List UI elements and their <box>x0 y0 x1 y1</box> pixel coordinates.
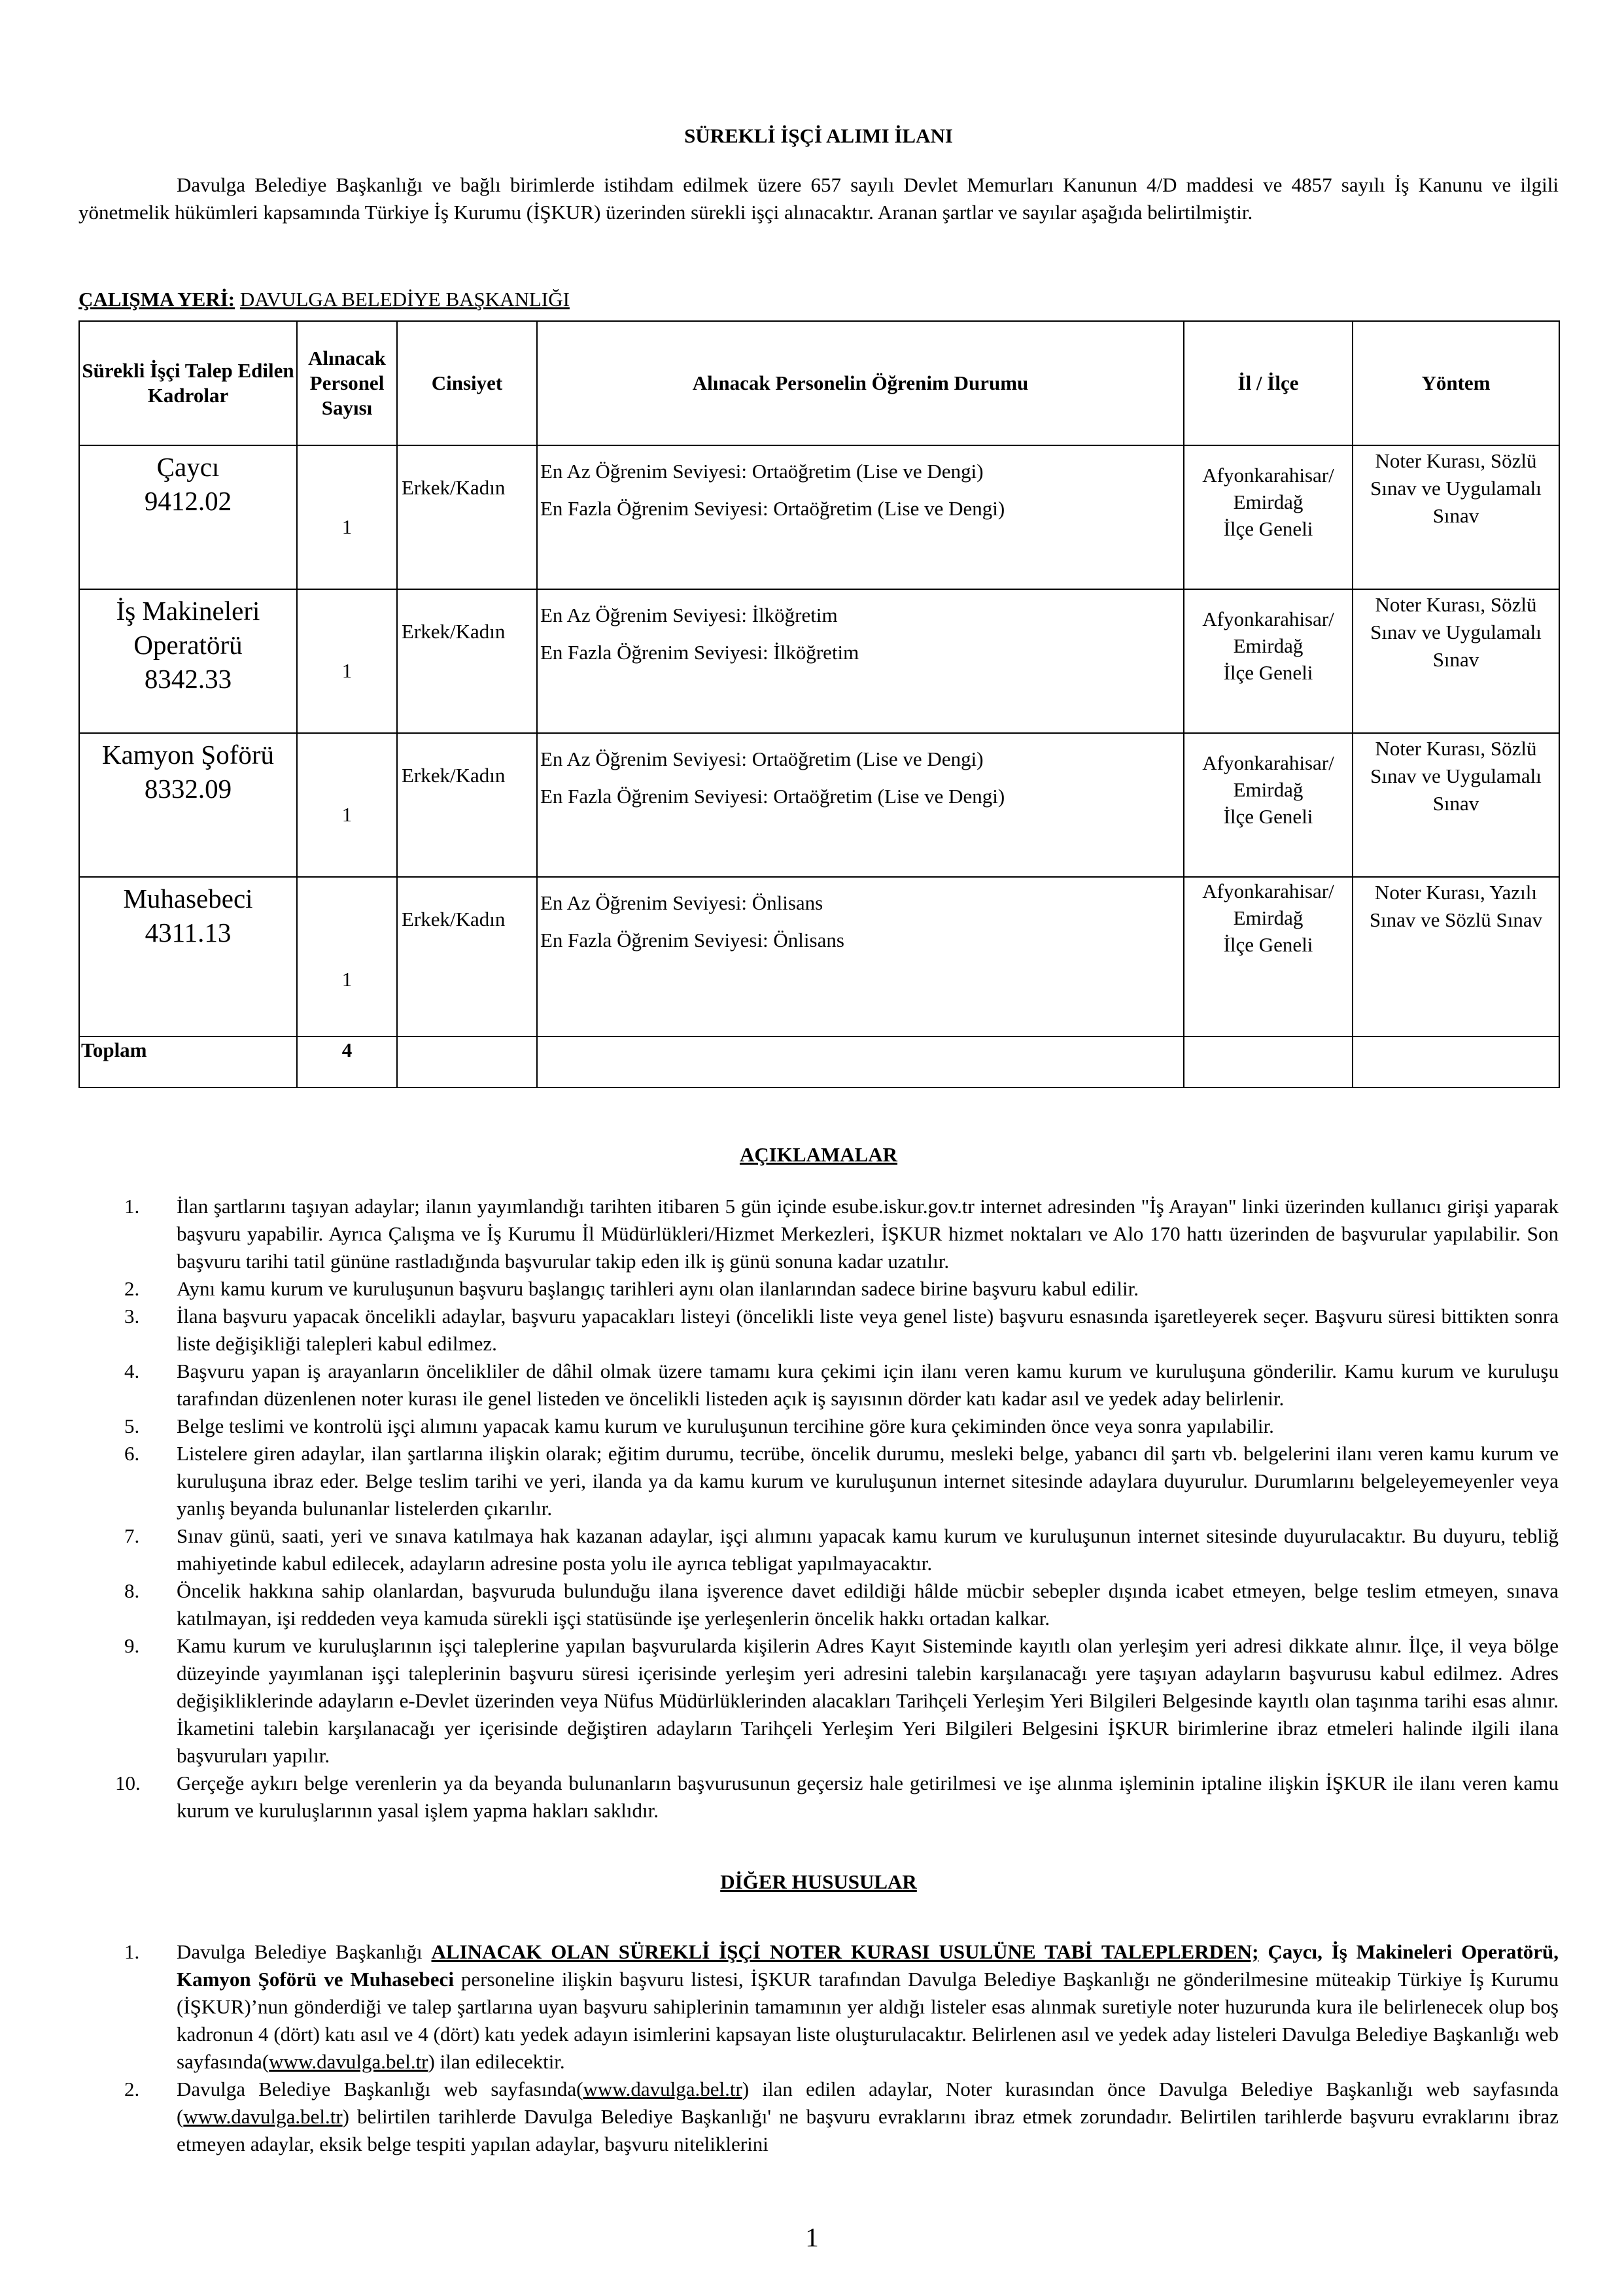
list-item <box>78 1413 1559 1440</box>
item-text-lead: Davulga Belediye Başkanlığı <box>177 1940 432 1963</box>
il-line: Afyonkarahisar/ <box>1202 464 1334 487</box>
empty-cell <box>1184 1037 1353 1088</box>
item-number: 1. <box>124 1940 140 1963</box>
yontem-cell: Noter Kurası, Sözlü Sınav ve Uygulamalı Sınav <box>1353 445 1559 589</box>
scope-line: İlçe Geneli <box>1223 661 1313 684</box>
scope-line: İlçe Geneli <box>1223 933 1313 956</box>
aciklamalar-title: AÇIKLAMALAR <box>739 1143 898 1166</box>
scope-line: İlçe Geneli <box>1223 517 1313 540</box>
item-number: 3. <box>124 1305 140 1328</box>
yontem-cell: Noter Kurası, Sözlü Sınav ve Uygulamalı Sınav <box>1353 589 1559 733</box>
kadro-cell <box>79 733 297 877</box>
yontem-cell: Noter Kurası, Sözlü Sınav ve Uygulamalı Sınav <box>1353 733 1559 877</box>
kadro-cell <box>79 445 297 589</box>
list-item <box>78 1303 1559 1358</box>
item-number: 5. <box>124 1414 140 1437</box>
item-number: 8. <box>124 1579 140 1602</box>
list-item <box>78 1440 1559 1522</box>
item-text: Sınav günü, saati, yeri ve sınava katılmaya hak kazanan adaylar, işçi alımını yapacak kamu kurum ve kuruluşunun internet sitesinde duyurulacaktır. Bu duyuru, tebliğ mahiyetinde kabul edilecek, adayların adresine posta yolu ile ayrıca tebligat yapılmayacaktır. <box>177 1524 1559 1575</box>
empty-cell <box>537 1037 1184 1088</box>
table-header-row <box>79 321 1559 445</box>
cinsiyet-cell: Erkek/Kadın <box>397 733 537 877</box>
ogrenim-min: En Az Öğrenim Seviyesi: Ortaöğretim (Lise ve Dengi) <box>540 460 984 483</box>
il-cell <box>1184 589 1353 733</box>
kadro-code: 8332.09 <box>144 774 232 804</box>
item-text: Öncelik hakkına sahip olanlardan, başvuruda bulunduğu ilana işverence davet edildiği hâlde mücbir sebepler dışında icabet etmeyen, belge teslim etmeyen, sınava katılmayan, işi reddeden veya kamuda sürekli işçi statüsünde işe yerleşenlerin öncelik hakkı ortadan kalkar. <box>177 1579 1559 1630</box>
total-row <box>79 1037 1559 1088</box>
header-sayi: Alınacak Personel Sayısı <box>297 321 397 445</box>
ogrenim-max: En Fazla Öğrenim Seviyesi: İlköğretim <box>540 641 859 664</box>
item-number: 10. <box>115 1772 141 1794</box>
ilce-line: Emirdağ <box>1233 634 1304 657</box>
list-item <box>78 1275 1559 1303</box>
aciklamalar-list <box>78 1193 1559 1825</box>
document-page <box>78 124 1559 2158</box>
scope-line: İlçe Geneli <box>1223 805 1313 828</box>
item-text: Aynı kamu kurum ve kuruluşunun başvuru başlangıç tarihleri aynı olan ilanlarından sadece birine başvuru kabul edilir. <box>177 1277 1139 1300</box>
ogrenim-max: En Fazla Öğrenim Seviyesi: Ortaöğretim (Lise ve Dengi) <box>540 497 1005 520</box>
list-item <box>78 1938 1559 2076</box>
yontem-cell: Noter Kurası, Yazılı Sınav ve Sözlü Sınav <box>1353 877 1559 1037</box>
ogrenim-cell <box>537 589 1184 733</box>
table-row <box>79 445 1559 589</box>
document-title: SÜREKLİ İŞÇİ ALIMI İLANI <box>684 124 953 147</box>
il-line: Afyonkarahisar/ <box>1202 880 1334 902</box>
total-value: 4 <box>297 1037 397 1088</box>
item-text: Başvuru yapan iş arayanların öncelikliler de dâhil olmak üzere tamamı kura çekimi için ilanı veren kamu kurum ve kuruluşuna gönderilir. Kamu kurum ve kuruluşu tarafından düzenlenen noter kurası ile genel listeden ve öncelikli listeden açık iş sayısının dörder katı kadar asıl ve yedek aday belirlenir. <box>177 1360 1559 1410</box>
empty-cell <box>397 1037 537 1088</box>
header-ogrenim: Alınacak Personelin Öğrenim Durumu <box>537 321 1184 445</box>
total-label: Toplam <box>79 1037 297 1088</box>
sayi-cell: 1 <box>297 877 397 1037</box>
ilce-line: Emirdağ <box>1233 778 1304 801</box>
item-text-c: ) belirtilen tarihlerde Davulga Belediye Başkanlığı' ne başvuru evraklarını ibraz etmek zorundadır. Belirtilen tarihlerde başvuru evraklarını ibraz etmeyen adaylar, eksik belge tespiti yapılan adaylar, başvuru niteliklerini <box>177 2105 1559 2155</box>
item-number: 9. <box>124 1634 140 1657</box>
kadro-name: Çaycı <box>156 452 220 482</box>
kadro-name: İş Makineleri Operatörü <box>116 596 260 660</box>
workplace-label: ÇALIŞMA YERİ: <box>78 288 235 311</box>
header-il: İl / İlçe <box>1184 321 1353 445</box>
kadro-cell <box>79 589 297 733</box>
item-text: Listelere giren adaylar, ilan şartlarına ilişkin olarak; eğitim durumu, tecrübe, öncelik durumu, mesleki belge, yabancı dil şartı vb. belgelerini ilanı veren kamu kurum ve kuruluşuna ibraz eder. Belge teslim tarihi ve yeri, ilanda ya da kamu kurum ve kuruluşunun internet sitesinde adaylara duyurulur. Durumlarını belgeleyemeyenler veya yanlış beyanda bulunanlar listelerden çıkarılır. <box>177 1442 1559 1520</box>
item-text-emphasis: ALINACAK OLAN SÜREKLİ İŞÇİ NOTER KURASI USULÜNE TABİ TALEPLERDEN; <box>431 1940 1259 1963</box>
empty-cell <box>1353 1037 1559 1088</box>
il-line: Afyonkarahisar/ <box>1202 608 1334 630</box>
ogrenim-min: En Az Öğrenim Seviyesi: Ortaöğretim (Lise ve Dengi) <box>540 747 984 770</box>
page-number: 1 <box>805 2222 819 2252</box>
list-item <box>78 1193 1559 1275</box>
kadro-code: 4311.13 <box>145 917 232 948</box>
cinsiyet-cell: Erkek/Kadın <box>397 445 537 589</box>
table-row <box>79 733 1559 877</box>
table-row <box>79 877 1559 1037</box>
item-text-b: ) ilan edilen adaylar, Noter kurasından önce Davulga Belediye Başkanlığı web sayfasında ( <box>177 2078 1559 2128</box>
list-item <box>78 1522 1559 1577</box>
website-link[interactable]: www.davulga.bel.tr <box>183 2105 343 2128</box>
sayi-cell: 1 <box>297 589 397 733</box>
list-item <box>78 1577 1559 1632</box>
item-number: 2. <box>124 2078 140 2100</box>
item-number: 2. <box>124 1277 140 1300</box>
table-row <box>79 589 1559 733</box>
ogrenim-cell <box>537 877 1184 1037</box>
item-text: Gerçeğe aykırı belge verenlerin ya da beyanda bulunanların başvurusunun geçersiz hale getirilmesi ve işe alınma işleminin iptaline ilişkin İŞKUR ile ilanı veren kamu kurum ve kuruluşlarının yasal işlem yapma hakları saklıdır. <box>177 1772 1559 1822</box>
positions-table <box>78 320 1560 1088</box>
list-item <box>78 1770 1559 1825</box>
diger-title: DİĞER HUSUSULAR <box>720 1870 917 1893</box>
il-line: Afyonkarahisar/ <box>1202 751 1334 774</box>
cinsiyet-cell: Erkek/Kadın <box>397 589 537 733</box>
kadro-code: 9412.02 <box>144 486 232 516</box>
header-yontem: Yöntem <box>1353 321 1559 445</box>
ogrenim-max: En Fazla Öğrenim Seviyesi: Ortaöğretim (Lise ve Dengi) <box>540 785 1005 808</box>
item-text: Kamu kurum ve kuruluşlarının işçi taleplerine yapılan başvurularda kişilerin Adres Kayıt Sisteminde kayıtlı olan yerleşim yeri adresi dikkate alınır. İlçe, il veya bölge düzeyinde yayımlanan işçi taleplerinin başvuru süresi içerisinde yerleşim yeri adresini talebin karşılanacağı yere taşıyan adayların başvurusu kabul edilmez. Adres değişikliklerinde adayların e-Devlet üzerinden veya Nüfus Müdürlüklerinden alacakları Tarihçeli Yerleşim Yeri Bilgileri Belgesinde kayıtlı olan taşınma tarihi esas alınır. İkametini talebin karşılanacağı yer içerisinde değiştiren adayların Tarihçeli Yerleşim Yeri Bilgileri Belgesini İŞKUR birimlerine ibraz etmeleri halinde ilgili ilana başvuruları yapılır. <box>177 1634 1559 1767</box>
sayi-cell: 1 <box>297 445 397 589</box>
item-text-a: Davulga Belediye Başkanlığı web sayfasında( <box>177 2078 583 2100</box>
list-item <box>78 1632 1559 1770</box>
diger-list <box>78 1938 1559 2158</box>
list-item <box>78 1358 1559 1413</box>
item-text-body: personeline ilişkin başvuru listesi, İŞKUR tarafından Davulga Belediye Başkanlığı ne gönderilmesine müteakip Türkiye İş Kurumu (İŞKUR)’nun gönderdiği ve talep şartlarına uyan başvuru sahiplerinin tamamının yer aldığı listeler esas alınmak suretiyle noter huzurunda kura ile belirlenecek olup boş kadronun 4 (dört) katı asıl ve 4 (dört) katı yedek adayın isimlerini kapsayan liste oluşturulacaktır. Belirlenen asıl ve yedek aday listeleri Davulga Belediye Başkanlığı web sayfasında( <box>177 1968 1559 2073</box>
item-text: İlana başvuru yapacak öncelikli adaylar, başvuru yapacakları listeyi (öncelikli liste veya genel liste) başvuru esnasında işaretleyerek seçer. Başvuru süresi bittikten sonra liste değişikliği talepleri kabul edilmez. <box>177 1305 1559 1355</box>
workplace-value: DAVULGA BELEDİYE BAŞKANLIĞI <box>239 288 570 311</box>
il-cell <box>1184 733 1353 877</box>
item-text: İlan şartlarını taşıyan adaylar; ilanın yayımlandığı tarihten itibaren 5 gün içinde esube.iskur.gov.tr internet adresinden "İş Arayan" linki üzerinden kullanıcı girişi yaparak başvuru yapabilir. Ayrıca Çalışma ve İş Kurumu İl Müdürlükleri/Hizmet Merkezleri, İŞKUR hizmet noktaları ve Alo 170 hattı üzerinden de başvurular yapılabilir. Son başvuru tarihi tatil gününe rastladığında başvurular takip eden ilk iş günü sonuna kadar uzatılır. <box>177 1195 1559 1273</box>
item-text: Belge teslimi ve kontrolü işçi alımını yapacak kamu kurum ve kuruluşunun tercihine göre kura çekiminden önce veya sonra yapılabilir. <box>177 1414 1274 1437</box>
il-cell <box>1184 877 1353 1037</box>
item-number: 4. <box>124 1360 140 1382</box>
kadro-name: Kamyon Şoförü <box>101 740 275 770</box>
kadro-name: Muhasebeci <box>123 883 253 914</box>
workplace-line <box>78 288 1559 311</box>
intro-paragraph: Davulga Belediye Başkanlığı ve bağlı birimlerde istihdam edilmek üzere 657 sayılı Devlet Memurları Kanunun 4/D maddesi ve 4857 sayılı İş Kanunu ve ilgili yönetmelik hükümleri kapsamında Türkiye İş Kurumu (İŞKUR) üzerinden sürekli işçi alınacaktır. Aranan şartlar ve sayılar aşağıda belirtilmiştir. <box>78 173 1559 224</box>
kadro-code: 8342.33 <box>144 664 232 694</box>
item-text-end: ) ilan edilecektir. <box>428 2050 565 2073</box>
item-text-positions: Çaycı, İş Makineleri Operatörü, Kamyon Şoförü ve Muhasebeci <box>177 1940 1559 1991</box>
ilce-line: Emirdağ <box>1233 490 1304 513</box>
cinsiyet-cell: Erkek/Kadın <box>397 877 537 1037</box>
item-number: 1. <box>124 1195 140 1218</box>
ogrenim-cell <box>537 733 1184 877</box>
ogrenim-min: En Az Öğrenim Seviyesi: Önlisans <box>540 891 823 914</box>
il-cell <box>1184 445 1353 589</box>
ogrenim-max: En Fazla Öğrenim Seviyesi: Önlisans <box>540 929 844 951</box>
website-link[interactable]: www.davulga.bel.tr <box>583 2078 742 2100</box>
item-number: 6. <box>124 1442 140 1465</box>
kadro-cell <box>79 877 297 1037</box>
ogrenim-min: En Az Öğrenim Seviyesi: İlköğretim <box>540 604 838 626</box>
list-item <box>78 2076 1559 2158</box>
website-link[interactable]: www.davulga.bel.tr <box>269 2050 428 2073</box>
sayi-cell: 1 <box>297 733 397 877</box>
ogrenim-cell <box>537 445 1184 589</box>
ilce-line: Emirdağ <box>1233 906 1304 929</box>
header-kadro: Sürekli İşçi Talep Edilen Kadrolar <box>79 321 297 445</box>
header-cinsiyet: Cinsiyet <box>397 321 537 445</box>
item-number: 7. <box>124 1524 140 1547</box>
